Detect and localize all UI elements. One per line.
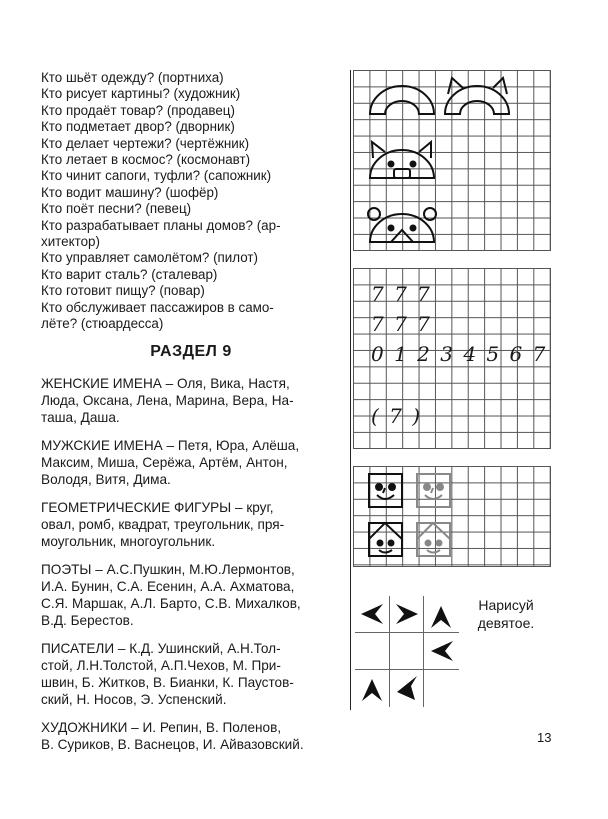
question-line: Кто разрабатывает планы домов? (ар- <box>41 217 281 233</box>
section-women-names <box>41 375 341 426</box>
section-line: В.Д. Берестов. <box>41 612 134 628</box>
question-line: Кто готовит пищу? (повар) <box>41 283 205 299</box>
question-line: Кто подметает двор? (дворник) <box>41 119 235 135</box>
grid-animal-faces <box>353 70 551 251</box>
grid-handwriting <box>353 268 551 449</box>
section-line: Володя, Витя, Дима. <box>41 471 171 487</box>
question-line: Кто поёт песни? (певец) <box>41 201 192 217</box>
section-line: С.Я. Маршак, А.Л. Барто, С.В. Михалков, <box>41 595 301 611</box>
arch-ears-icon <box>445 86 509 114</box>
diamond-face-gray-icon <box>417 523 450 556</box>
question-line: Кто варит сталь? (сталевар) <box>41 266 218 282</box>
text-column <box>41 70 341 764</box>
section-line: МУЖСКИЕ ИМЕНА – Петя, Юра, Алёша, <box>41 437 300 453</box>
question-line: Кто обслуживает пассажиров в само- <box>41 299 274 315</box>
column-divider <box>350 70 351 710</box>
arrows-drawing <box>355 596 459 708</box>
arrows-grid <box>355 596 459 708</box>
section-line: стой, Л.Н.Толстой, А.П.Чехов, М. При- <box>41 657 281 673</box>
page-number: 13 <box>537 730 552 745</box>
square-face-icon <box>369 474 402 507</box>
section-artists <box>41 719 341 753</box>
question-line: Кто чинит сапоги, туфли? (сапожник) <box>41 168 272 184</box>
arrow-up-left-icon <box>397 676 417 700</box>
section-line: Люда, Оксана, Лена, Марина, Вера, На- <box>41 392 294 408</box>
question-line: Кто продаёт товар? (продавец) <box>41 102 235 118</box>
section-writers <box>41 640 341 708</box>
bear-face-icon <box>370 214 434 242</box>
task-note: Нарисуй девятое. <box>477 597 535 631</box>
grid-square-faces <box>353 466 551 567</box>
diamond-face-icon <box>369 523 402 556</box>
square-face-gray-icon <box>417 474 450 507</box>
question-line: лёте? (стюардесса) <box>41 316 164 332</box>
section-men-names <box>41 437 341 488</box>
section-line: ПИСАТЕЛИ – К.Д. Ушинский, А.Н.Тол- <box>41 640 281 656</box>
section-title: РАЗДЕЛ 9 <box>150 342 232 360</box>
handwriting-row: 7 7 7 <box>371 282 432 306</box>
handwriting-row: 7 7 7 <box>371 312 432 336</box>
arrow-left-icon <box>431 641 453 661</box>
section-line: овал, ромб, квадрат, треугольник, пря- <box>41 516 285 532</box>
section-line: ХУДОЖНИКИ – И. Репин, В. Поленов, <box>41 719 282 735</box>
section-geometric-figures <box>41 499 341 550</box>
handwriting-row: ( 7 ) <box>371 404 423 428</box>
square-faces-drawing <box>353 466 550 566</box>
question-line: Кто шьёт одежду? (портниха) <box>41 70 224 85</box>
question-line: Кто рисует картины? (художник) <box>41 86 241 102</box>
arrow-up-icon <box>431 606 451 628</box>
section-line: швин, Б. Житков, В. Бианки, К. Паустов- <box>41 674 294 690</box>
section-poets <box>41 561 341 629</box>
handwriting-row: 0 1 2 3 4 5 6 7 <box>371 342 548 366</box>
section-line: ГЕОМЕТРИЧЕСКИЕ ФИГУРЫ – круг, <box>41 499 274 515</box>
question-line: Кто делает чертежи? (чертёжник) <box>41 135 250 151</box>
section-line: И.А. Бунин, С.А. Есенин, А.А. Ахматова, <box>41 578 295 594</box>
section-line: моугольник, многоугольник. <box>41 533 216 549</box>
section-line: ЖЕНСКИЕ ИМЕНА – Оля, Вика, Настя, <box>41 375 290 391</box>
section-line: таша, Даша. <box>41 409 120 425</box>
pig-face-icon <box>370 150 434 178</box>
animal-faces-drawing <box>353 70 550 250</box>
question-line: Кто управляет самолётом? (пилот) <box>41 250 258 266</box>
arrow-up-icon <box>362 679 382 701</box>
section-line: Максим, Миша, Серёжа, Артём, Антон, <box>41 454 288 470</box>
arrow-left-icon <box>361 604 383 624</box>
arch-shape-icon <box>370 86 434 114</box>
question-line: хитектор) <box>41 234 100 250</box>
section-line: ПОЭТЫ – А.С.Пушкин, М.Ю.Лермонтов, <box>41 561 295 577</box>
question-line: Кто водит машину? (шофёр) <box>41 184 219 200</box>
section-line: В. Суриков, В. Васнецов, И. Айвазовский. <box>41 736 304 752</box>
question-line: Кто летает в космос? (космонавт) <box>41 152 251 168</box>
questions-list <box>41 70 341 333</box>
section-line: ский, Н. Носов, Э. Успенский. <box>41 691 227 707</box>
arrow-right-icon <box>396 604 418 624</box>
